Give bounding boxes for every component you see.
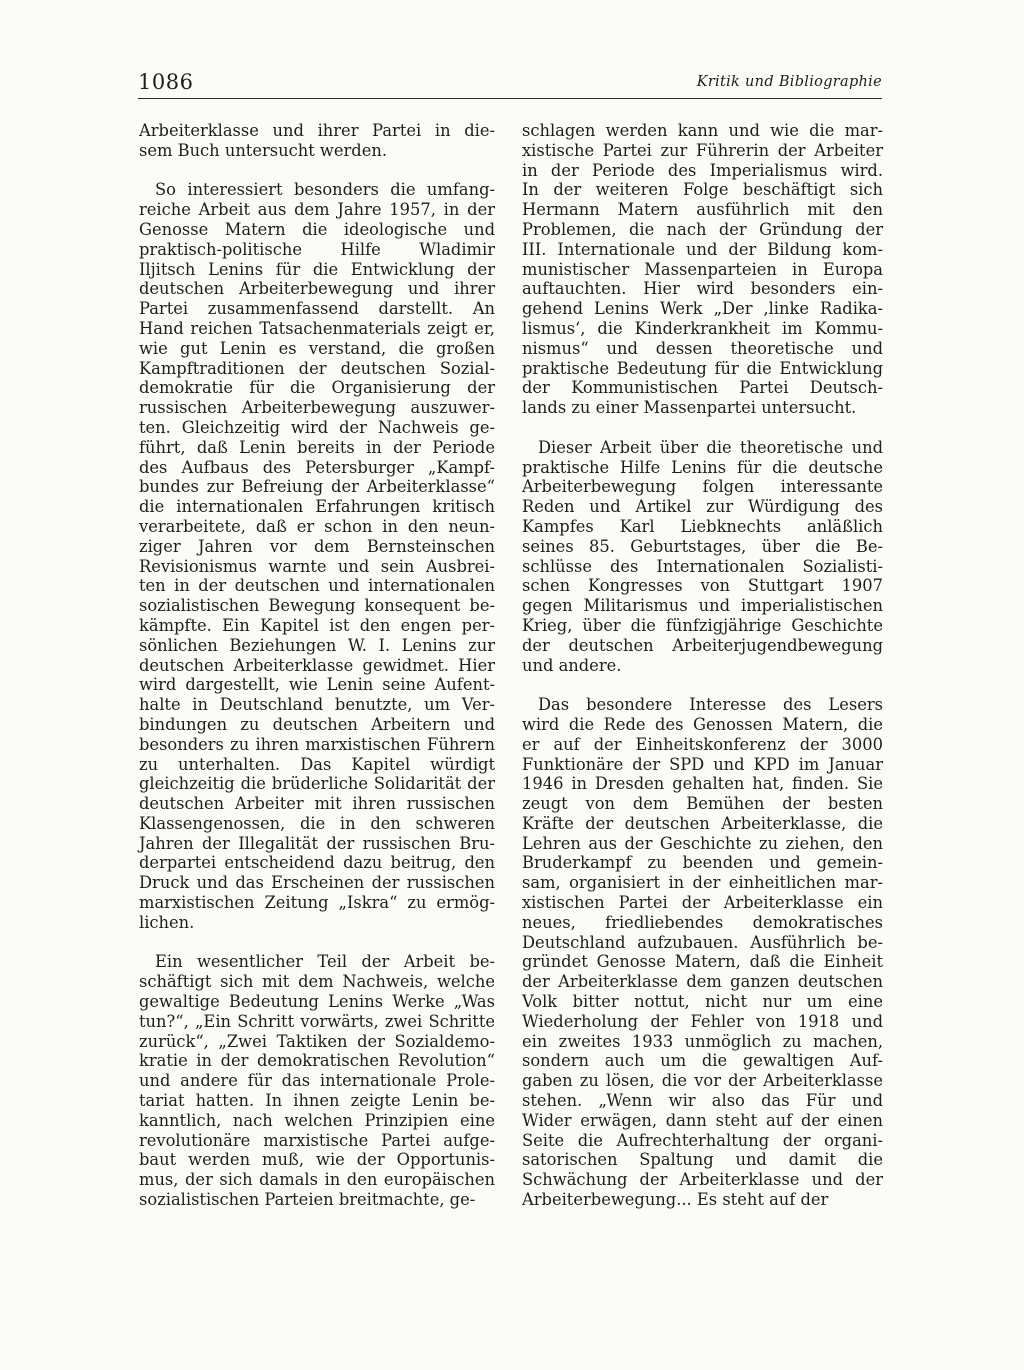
text-line: schäftigt sich mit dem Nachweis, welche [139, 972, 495, 992]
text-line: und andere. [522, 655, 622, 675]
text-line: verarbeitete, daß er schon in den neun- [139, 516, 495, 536]
text-line: schlüsse des Internationalen Sozialisti- [522, 556, 883, 576]
text-line: kämpfte. Ein Kapitel ist den engen per- [139, 615, 495, 635]
text-line: kanntlich, nach welchen Prinzipien eine [139, 1110, 495, 1130]
text-line: Partei zusammenfassend darstellt. An [139, 299, 495, 319]
text-line: xistischen Partei der Arbeiterklasse ein [522, 893, 883, 913]
text-line: Wiederholung der Fehler von 1918 und [522, 1011, 883, 1031]
text-line: Das besondere Interesse des Lesers [538, 695, 883, 715]
text-line: lismus‘, die Kinderkrankheit im Kommu- [522, 318, 883, 338]
text-line: Volk bitter nottut, nicht nur um eine [522, 992, 883, 1012]
text-line: die internationalen Erfahrungen kritisch [139, 497, 495, 517]
header-rule [138, 98, 882, 99]
text-line: praktische Bedeutung für die Entwicklung [522, 358, 883, 378]
text-line: Seite die Aufrechterhaltung der organi- [522, 1130, 883, 1150]
text-line: halte in Deutschland benutzte, um Ver- [139, 695, 495, 715]
text-line: lands zu einer Massenpartei untersucht. [522, 398, 857, 418]
paragraph-gap [522, 675, 883, 695]
right-column [522, 121, 883, 1210]
text-line: bundes zur Befreiung der Arbeiterklasse“ [139, 477, 495, 497]
text-line: wie gut Lenin es verstand, die großen [139, 338, 495, 358]
text-line: gleichzeitig die brüderliche Solidarität der [139, 774, 495, 794]
text-line: gaben zu lösen, die vor der Arbeiterklasse [522, 1071, 883, 1091]
text-line: Reden und Artikel zur Würdigung des [522, 497, 883, 517]
text-line: Revisionismus warnte und sein Ausbrei- [139, 556, 495, 576]
text-line: ein zweites 1933 unmöglich zu machen, [522, 1031, 883, 1051]
text-line: und andere für das internationale Prole- [139, 1071, 495, 1091]
text-line: Wider erwägen, dann steht auf der einen [522, 1110, 883, 1130]
text-line: besonders zu ihren marxistischen Führern [139, 734, 495, 754]
text-line: praktische Hilfe Lenins für die deutsche [522, 457, 883, 477]
text-line: gründet Genosse Matern, daß die Einheit [522, 952, 883, 972]
text-line: sozialistischen Bewegung konsequent be- [139, 596, 495, 616]
text-line: Kampftraditionen der deutschen Sozial- [139, 358, 495, 378]
text-line: revolutionäre marxistische Partei aufge- [139, 1130, 495, 1150]
text-line: reiche Arbeit aus dem Jahre 1957, in der [139, 200, 495, 220]
text-line: praktisch-politische Hilfe Wladimir [139, 239, 495, 259]
text-line: ten in der deutschen und internationalen [139, 576, 495, 596]
text-line: Jahren der Illegalität der russischen Bru- [139, 833, 495, 853]
paragraph [522, 121, 883, 418]
text-line: demokratie für die Organisierung der [139, 378, 495, 398]
paragraph-gap [139, 161, 495, 181]
text-line: des Aufbaus des Petersburger „Kampf- [139, 457, 495, 477]
text-line: gehend Lenins Werk „Der ‚linke Radika- [522, 299, 883, 319]
text-line: III. Internationale und der Bildung kom- [522, 239, 883, 259]
text-line: baut werden muß, wie der Opportunis- [139, 1150, 495, 1170]
text-line: Deutschland aufzubauen. Ausführlich be- [522, 932, 883, 952]
text-line: auftauchten. Hier wird besonders ein- [522, 279, 883, 299]
text-line: wird dargestellt, wie Lenin seine Aufent- [139, 675, 495, 695]
text-line: 1946 in Dresden gehalten hat, finden. Sie [522, 774, 883, 794]
text-line: zurück“, „Zwei Taktiken der Sozialdemo- [139, 1031, 495, 1051]
text-line: Hermann Matern ausführlich mit den [522, 200, 883, 220]
text-line: marxistischen Zeitung „Iskra“ zu ermög- [139, 893, 495, 913]
text-line: Klassengenossen, die in den schweren [139, 813, 495, 833]
paragraph [139, 952, 495, 1209]
text-line: Lehren aus der Geschichte zu ziehen, den [522, 833, 883, 853]
text-line: tun?“, „Ein Schritt vorwärts, zwei Schritte [139, 1011, 495, 1031]
text-line: er auf der Einheitskonferenz der 3000 [522, 734, 883, 754]
text-line: mus, der sich damals in den europäischen [139, 1170, 495, 1190]
text-line: Arbeiterbewegung... Es steht auf der [522, 1190, 829, 1210]
text-line: lichen. [139, 912, 195, 932]
text-line: Krieg, über die fünfzigjährige Geschichte [522, 615, 883, 635]
text-line: zu unterhalten. Das Kapitel würdigt [139, 754, 495, 774]
text-line: der Kommunistischen Partei Deutsch- [522, 378, 883, 398]
running-head: Kritik und Bibliographie [696, 74, 882, 90]
text-line: schen Kongresses von Stuttgart 1907 [522, 576, 883, 596]
text-line: Arbeiterklasse und ihrer Partei in die- [139, 121, 495, 140]
text-line: sam, organisiert in der einheitlichen mar- [522, 873, 883, 893]
text-line: Kräfte der deutschen Arbeiterklasse, die [522, 813, 883, 833]
page-number: 1086 [138, 70, 194, 94]
text-line: tariat hatten. In ihnen zeigte Lenin be- [139, 1091, 495, 1111]
text-line: kratie in der demokratischen Revolution“ [139, 1051, 495, 1071]
text-line: bindungen zu deutschen Arbeitern und [139, 714, 495, 734]
text-line: Iljitsch Lenins für die Entwicklung der [139, 259, 495, 279]
text-line: russischen Arbeiterbewegung auszuwer- [139, 398, 495, 418]
text-line: Genosse Matern die ideologische und [139, 219, 495, 239]
text-line: deutschen Arbeiterklasse gewidmet. Hier [139, 655, 495, 675]
text-line: sondern auch um die gewaltigen Auf- [522, 1051, 883, 1071]
paragraph [522, 438, 883, 676]
text-line: sem Buch untersucht werden. [139, 140, 388, 160]
paragraph-gap [139, 933, 495, 953]
text-line: gegen Militarismus und imperialistischen [522, 596, 883, 616]
text-line: Bruderkampf zu beenden und gemein- [522, 853, 883, 873]
text-line: In der weiteren Folge beschäftigt sich [522, 180, 883, 200]
text-line: wird die Rede des Genossen Matern, die [522, 714, 883, 734]
text-line: stehen. „Wenn wir also das Für und [522, 1091, 883, 1111]
text-line: sozialistischen Parteien breitmachte, ge- [139, 1190, 476, 1210]
paragraph-gap [522, 418, 883, 438]
text-line: satorischen Spaltung und damit die [522, 1150, 883, 1170]
text-line: deutschen Arbeiter mit ihren russischen [139, 794, 495, 814]
text-line: sönlichen Beziehungen W. I. Lenins zur [139, 635, 495, 655]
page-header [138, 70, 882, 98]
text-line: ziger Jahren vor dem Bernsteinschen [139, 536, 495, 556]
text-line: Dieser Arbeit über die theoretische und [538, 437, 883, 457]
text-line: Hand reichen Tatsachenmaterials zeigt er, [139, 318, 495, 338]
paragraph [139, 180, 495, 932]
text-line: Funktionäre der SPD und KPD im Januar [522, 754, 883, 774]
text-line: So interessiert besonders die umfang- [155, 180, 495, 200]
paragraph [139, 121, 495, 161]
text-line: zeugt von dem Bemühen der besten [522, 794, 883, 814]
text-line: deutschen Arbeiterbewegung und ihrer [139, 279, 495, 299]
text-line: derpartei entscheidend dazu beitrug, den [139, 853, 495, 873]
paragraph [522, 695, 883, 1210]
text-line: Schwächung der Arbeiterklasse und der [522, 1170, 883, 1190]
text-line: Druck und das Erscheinen der russischen [139, 873, 495, 893]
text-line: schlagen werden kann und wie die mar- [522, 121, 883, 140]
left-column [139, 121, 495, 1210]
text-line: Arbeiterbewegung folgen interessante [522, 477, 883, 497]
text-line: Problemen, die nach der Gründung der [522, 219, 883, 239]
text-line: Kampfes Karl Liebknechts anläßlich [522, 516, 883, 536]
text-line: xistische Partei zur Führerin der Arbeiter [522, 140, 883, 160]
text-line: nismus“ und dessen theoretische und [522, 338, 883, 358]
text-line: in der Periode des Imperialismus wird. [522, 160, 883, 180]
text-line: munistischer Massenparteien in Europa [522, 259, 883, 279]
text-line: seines 85. Geburtstages, über die Be- [522, 536, 883, 556]
text-line: Ein wesentlicher Teil der Arbeit be- [155, 952, 495, 972]
text-line: neues, friedliebendes demokratisches [522, 912, 883, 932]
text-line: der Arbeiterklasse dem ganzen deutschen [522, 972, 883, 992]
text-line: gewaltige Bedeutung Lenins Werke „Was [139, 992, 495, 1012]
text-line: ten. Gleichzeitig wird der Nachweis ge- [139, 417, 495, 437]
text-line: führt, daß Lenin bereits in der Periode [139, 437, 495, 457]
text-line: der deutschen Arbeiterjugendbewegung [522, 635, 883, 655]
